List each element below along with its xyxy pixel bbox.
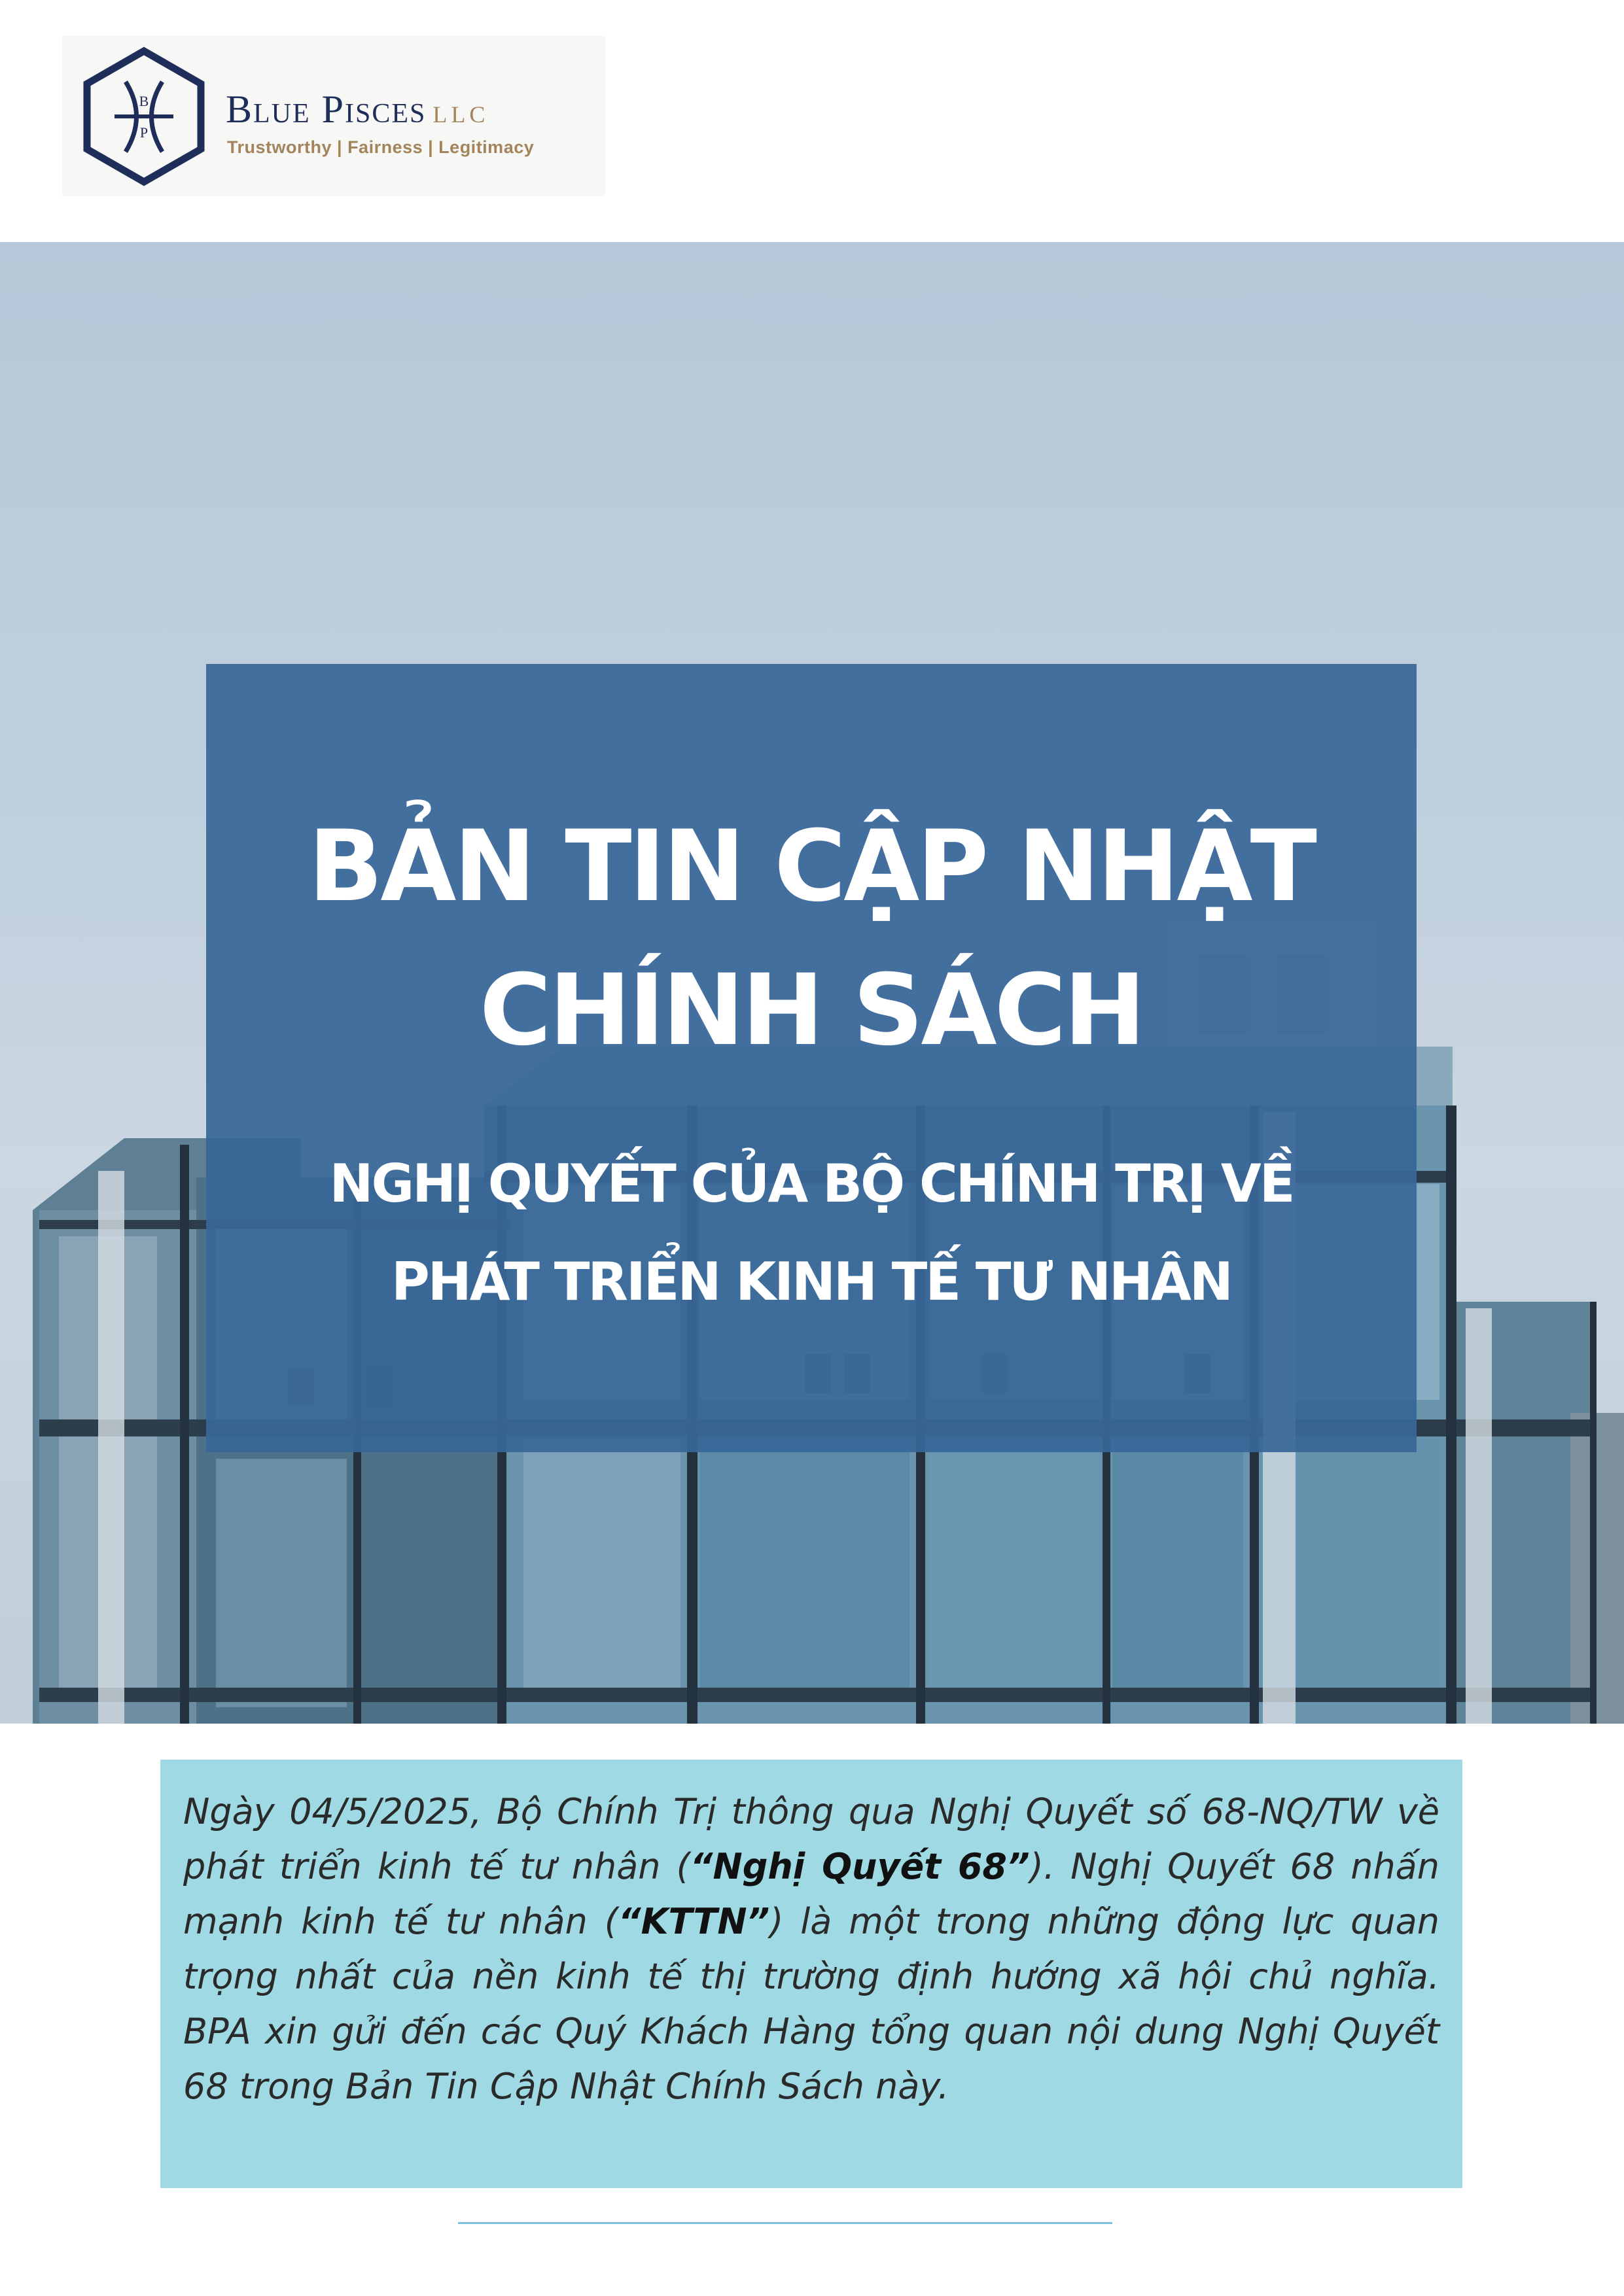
- subtitle-line-2: PHÁT TRIỂN KINH TẾ TƯ NHÂN: [391, 1251, 1231, 1312]
- logo-tagline: Trustworthy | Fairness | Legitimacy: [227, 137, 535, 157]
- quote-close-2: ”: [747, 1901, 770, 1942]
- logo-name-text: Blue Pisces: [226, 88, 427, 131]
- intro-text-part-3: ) là một trong những động lực quan trọng nhất của nền kinh tế thị trường định hướng xã hội chủ nghĩa. BPA xin gửi đến các Quý Khách Hàng tổng quan nội dung Nghị Quyết 68 trong Bản Tin Cập Nhật Chính Sách này.: [183, 1901, 1439, 2107]
- quote-open-2: “: [618, 1901, 641, 1942]
- bottom-divider: [458, 2222, 1112, 2224]
- intro-text-part-2: ). Nghị Quyết 68 nhấn mạnh kinh tế tư nhân (: [183, 1846, 1439, 1942]
- defined-term-nghi-quyet-68: Nghị Quyết 68: [713, 1846, 1007, 1887]
- main-title: [206, 795, 1417, 1083]
- title-panel: [206, 664, 1417, 1452]
- blue-pisces-logo-icon: [79, 46, 209, 186]
- main-title-line-2: CHÍNH SÁCH: [479, 954, 1144, 1068]
- quote-open-1: “: [690, 1846, 713, 1887]
- subtitle: [206, 1135, 1417, 1331]
- subtitle-line-1: NGHỊ QUYẾT CỦA BỘ CHÍNH TRỊ VỀ: [329, 1153, 1294, 1214]
- defined-term-kttn: KTTN: [641, 1901, 747, 1942]
- company-logo: [62, 36, 605, 196]
- intro-text-part-1: Ngày 04/5/2025, Bộ Chính Trị thông qua Nghị Quyết số 68-NQ/TW về phát triển kinh tế tư nhân (: [183, 1791, 1439, 1887]
- logo-suffix: LLC: [432, 101, 489, 128]
- logo-monogram-top: B: [139, 93, 149, 109]
- intro-paragraph: [183, 1784, 1439, 2114]
- quote-close-1: ”: [1006, 1846, 1030, 1887]
- intro-box: [160, 1760, 1462, 2188]
- logo-monogram-bottom: P: [139, 124, 149, 141]
- logo-company-name: [226, 90, 489, 129]
- main-title-line-1: BẢN TIN CẬP NHẬT: [308, 810, 1315, 924]
- hero-building-photo: [0, 242, 1624, 1724]
